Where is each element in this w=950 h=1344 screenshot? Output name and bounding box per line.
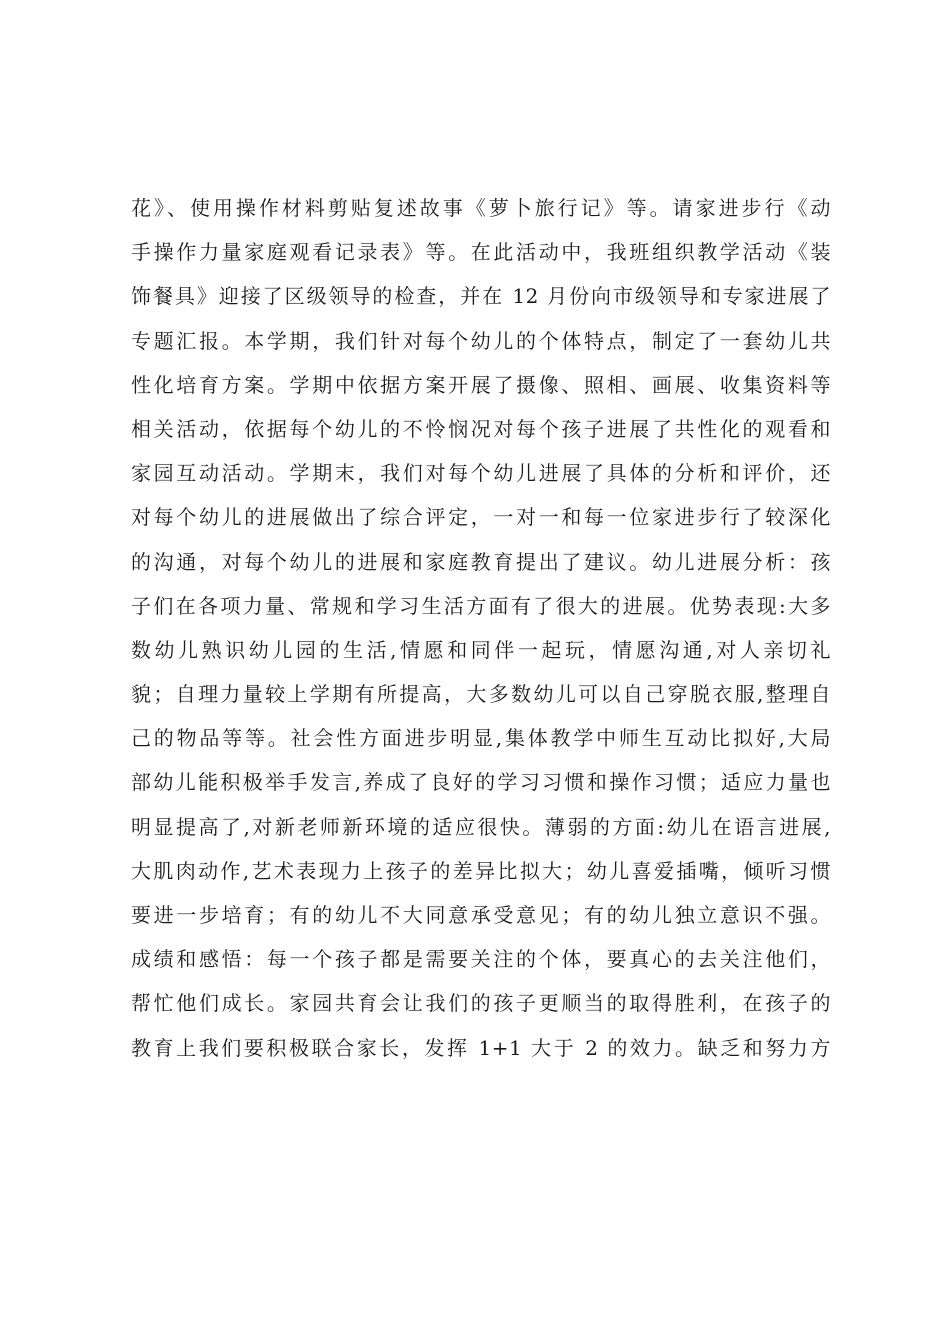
text-line: 饰餐具》迎接了区级领导的检查，并在 12 月份向市级领导和专家进展了	[131, 284, 831, 309]
text-line: 花》、使用操作材料剪贴复述故事《萝卜旅行记》等。请家进步行《动	[131, 196, 831, 220]
text-line: 明显提高了,对新老师新环境的适应很快。薄弱的方面:幼儿在语言进展,	[131, 814, 831, 839]
text-line: 部幼儿能积极举手发言,养成了良好的学习习惯和操作习惯；适应力量也	[131, 770, 831, 795]
text-line: 己的物品等等。社会性方面进步明显,集体教学中师生互动比拟好,大局	[131, 726, 831, 751]
text-line: 貌；自理力量较上学期有所提高，大多数幼儿可以自己穿脱衣服,整理自	[131, 682, 831, 707]
text-line: 相关活动，依据每个幼儿的不怜悯况对每个孩子进展了共性化的观看和	[131, 416, 831, 441]
text-line: 帮忙他们成长。家园共育会让我们的孩子更顺当的取得胜利，在孩子的	[131, 991, 831, 1016]
text-line: 教育上我们要积极联合家长，发挥 1+1 大于 2 的效力。缺乏和努力方	[131, 1035, 831, 1060]
text-line: 专题汇报。本学期，我们针对每个幼儿的个体特点，制定了一套幼儿共	[131, 328, 831, 353]
text-line: 成绩和感悟：每一个孩子都是需要关注的个体，要真心的去关注他们，	[131, 947, 831, 972]
text-line: 子们在各项力量、常规和学习生活方面有了很大的进展。优势表现:大多	[131, 593, 831, 618]
text-line: 数幼儿熟识幼儿园的生活,情愿和同伴一起玩，情愿沟通,对人亲切礼	[131, 637, 831, 662]
text-line: 手操作力量家庭观看记录表》等。在此活动中，我班组织教学活动《装	[131, 240, 831, 265]
text-line: 家园互动活动。学期末，我们对每个幼儿进展了具体的分析和评价，还	[131, 461, 831, 486]
text-line: 的沟通，对每个幼儿的进展和家庭教育提出了建议。幼儿进展分析：孩	[131, 549, 831, 574]
text-line: 要进一步培育；有的幼儿不大同意承受意见；有的幼儿独立意识不强。	[131, 903, 831, 927]
text-line: 大肌肉动作,艺术表现力上孩子的差异比拟大；幼儿喜爱插嘴，倾听习惯	[131, 858, 831, 883]
body-text	[131, 186, 831, 1070]
text-line: 对每个幼儿的进展做出了综合评定，一对一和每一位家进步行了较深化	[131, 505, 831, 530]
text-line: 性化培育方案。学期中依据方案开展了摄像、照相、画展、收集资料等	[131, 372, 831, 397]
